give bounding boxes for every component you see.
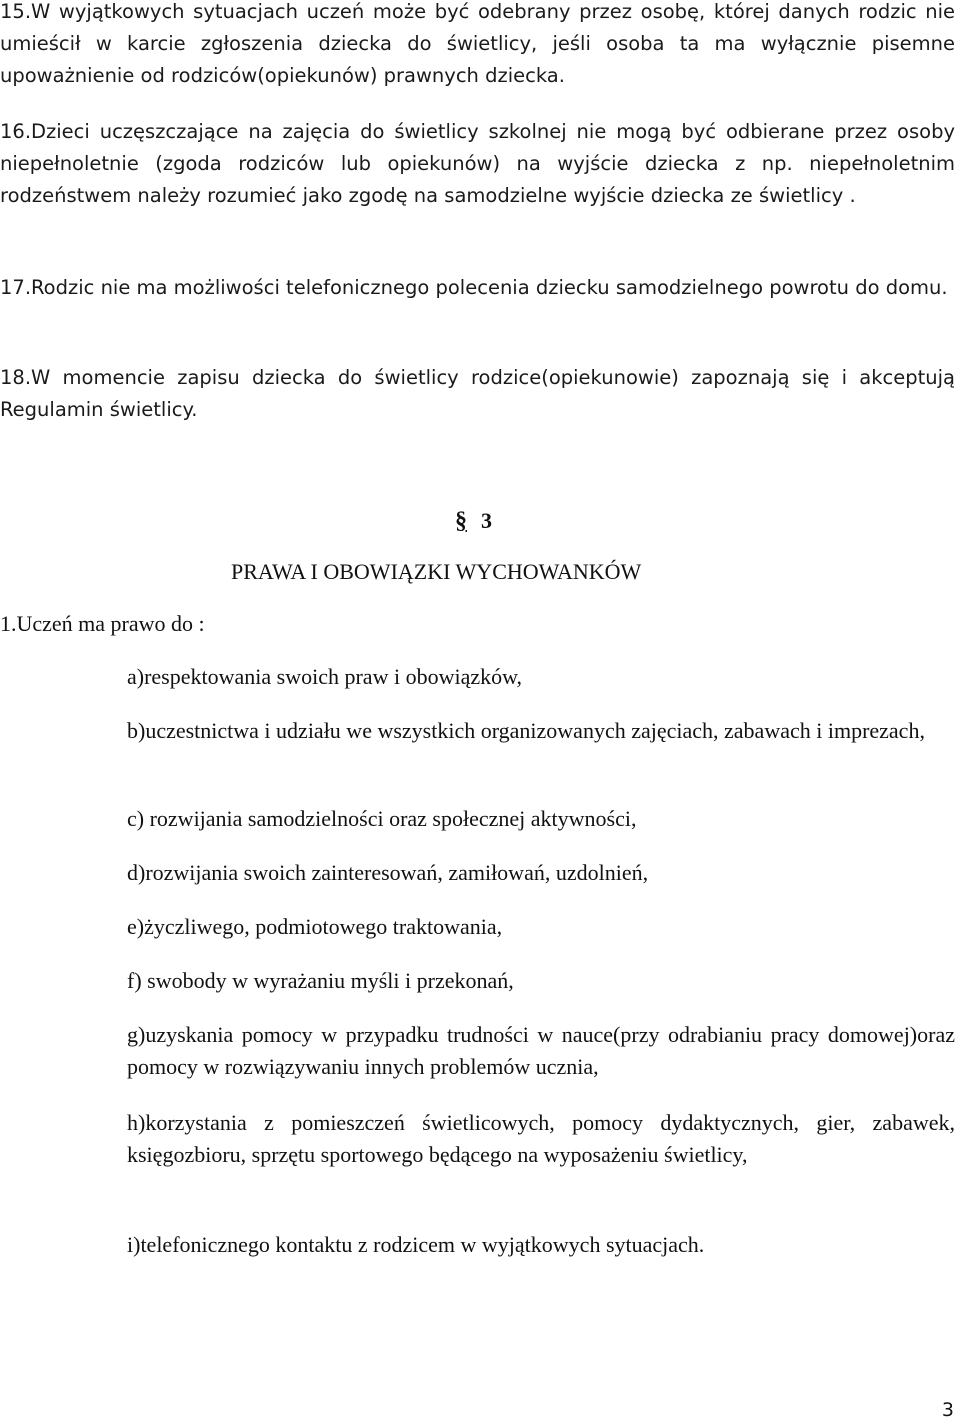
rights-item-e: e)życzliwego, podmiotowego traktowania, — [127, 914, 503, 939]
paragraph-18: 18.W momencie zapisu dziecka do świetlicy rodzice(opiekunowie) zapoznają się i akceptują Regulamin świetlicy. — [0, 366, 955, 421]
section-heading — [455, 505, 492, 537]
rights-intro: 1.Uczeń ma prawo do : — [0, 611, 205, 636]
rights-item-f: f) swobody w wyrażaniu myśli i przekonań, — [127, 968, 514, 993]
section-title: PRAWA I OBOWIĄZKI WYCHOWANKÓW — [231, 559, 642, 584]
rights-item-d: d)rozwijania swoich zainteresowań, zamiłowań, uzdolnień, — [127, 860, 649, 885]
rights-item-i: i)telefonicznego kontaktu z rodzicem w wyjątkowych sytuacjach. — [127, 1232, 705, 1257]
paragraph-16: 16.Dzieci uczęszczające na zajęcia do świetlicy szkolnej nie mogą być odbierane przez osoby niepełnoletnie (zgoda rodziców lub opiekunów) na wyjście dziecka z np. niepełnoletnim rodzeństwem należy rozumieć jako zgodę na samodzielne wyjście dziecka ze świetlicy . — [0, 120, 955, 207]
paragraph-17: 17.Rodzic nie ma możliwości telefonicznego polecenia dziecku samodzielnego powrotu do domu. — [0, 276, 948, 299]
rights-item-h: h)korzystania z pomieszczeń świetlicowych, pomocy dydaktycznych, gier, zabawek, księgozbioru, sprzętu sportowego będącego na wyposażeniu świetlicy, — [127, 1110, 955, 1167]
section-number: 3 — [481, 508, 492, 533]
paragraph-15: 15.W wyjątkowych sytuacjach uczeń może być odebrany przez osobę, której danych rodzic nie umieścił w karcie zgłoszenia dziecka do świetlicy, jeśli osoba ta ma wyłącznie pisemne upoważnienie od rodziców(opiekunów) prawnych dziecka. — [0, 0, 955, 87]
rights-item-g: g)uzyskania pomocy w przypadku trudności w nauce(przy odrabianiu pracy domowej)oraz pomocy w rozwiązywaniu innych problemów ucznia, — [127, 1022, 955, 1079]
rights-item-a: a)respektowania swoich praw i obowiązków, — [127, 664, 523, 689]
section-symbol: § — [455, 508, 467, 534]
page-number: 3 — [941, 1399, 954, 1421]
rights-item-c: c) rozwijania samodzielności oraz społecznej aktywności, — [127, 806, 637, 831]
rights-item-b: b)uczestnictwa i udziału we wszystkich organizowanych zajęciach, zabawach i imprezach, — [127, 718, 925, 743]
